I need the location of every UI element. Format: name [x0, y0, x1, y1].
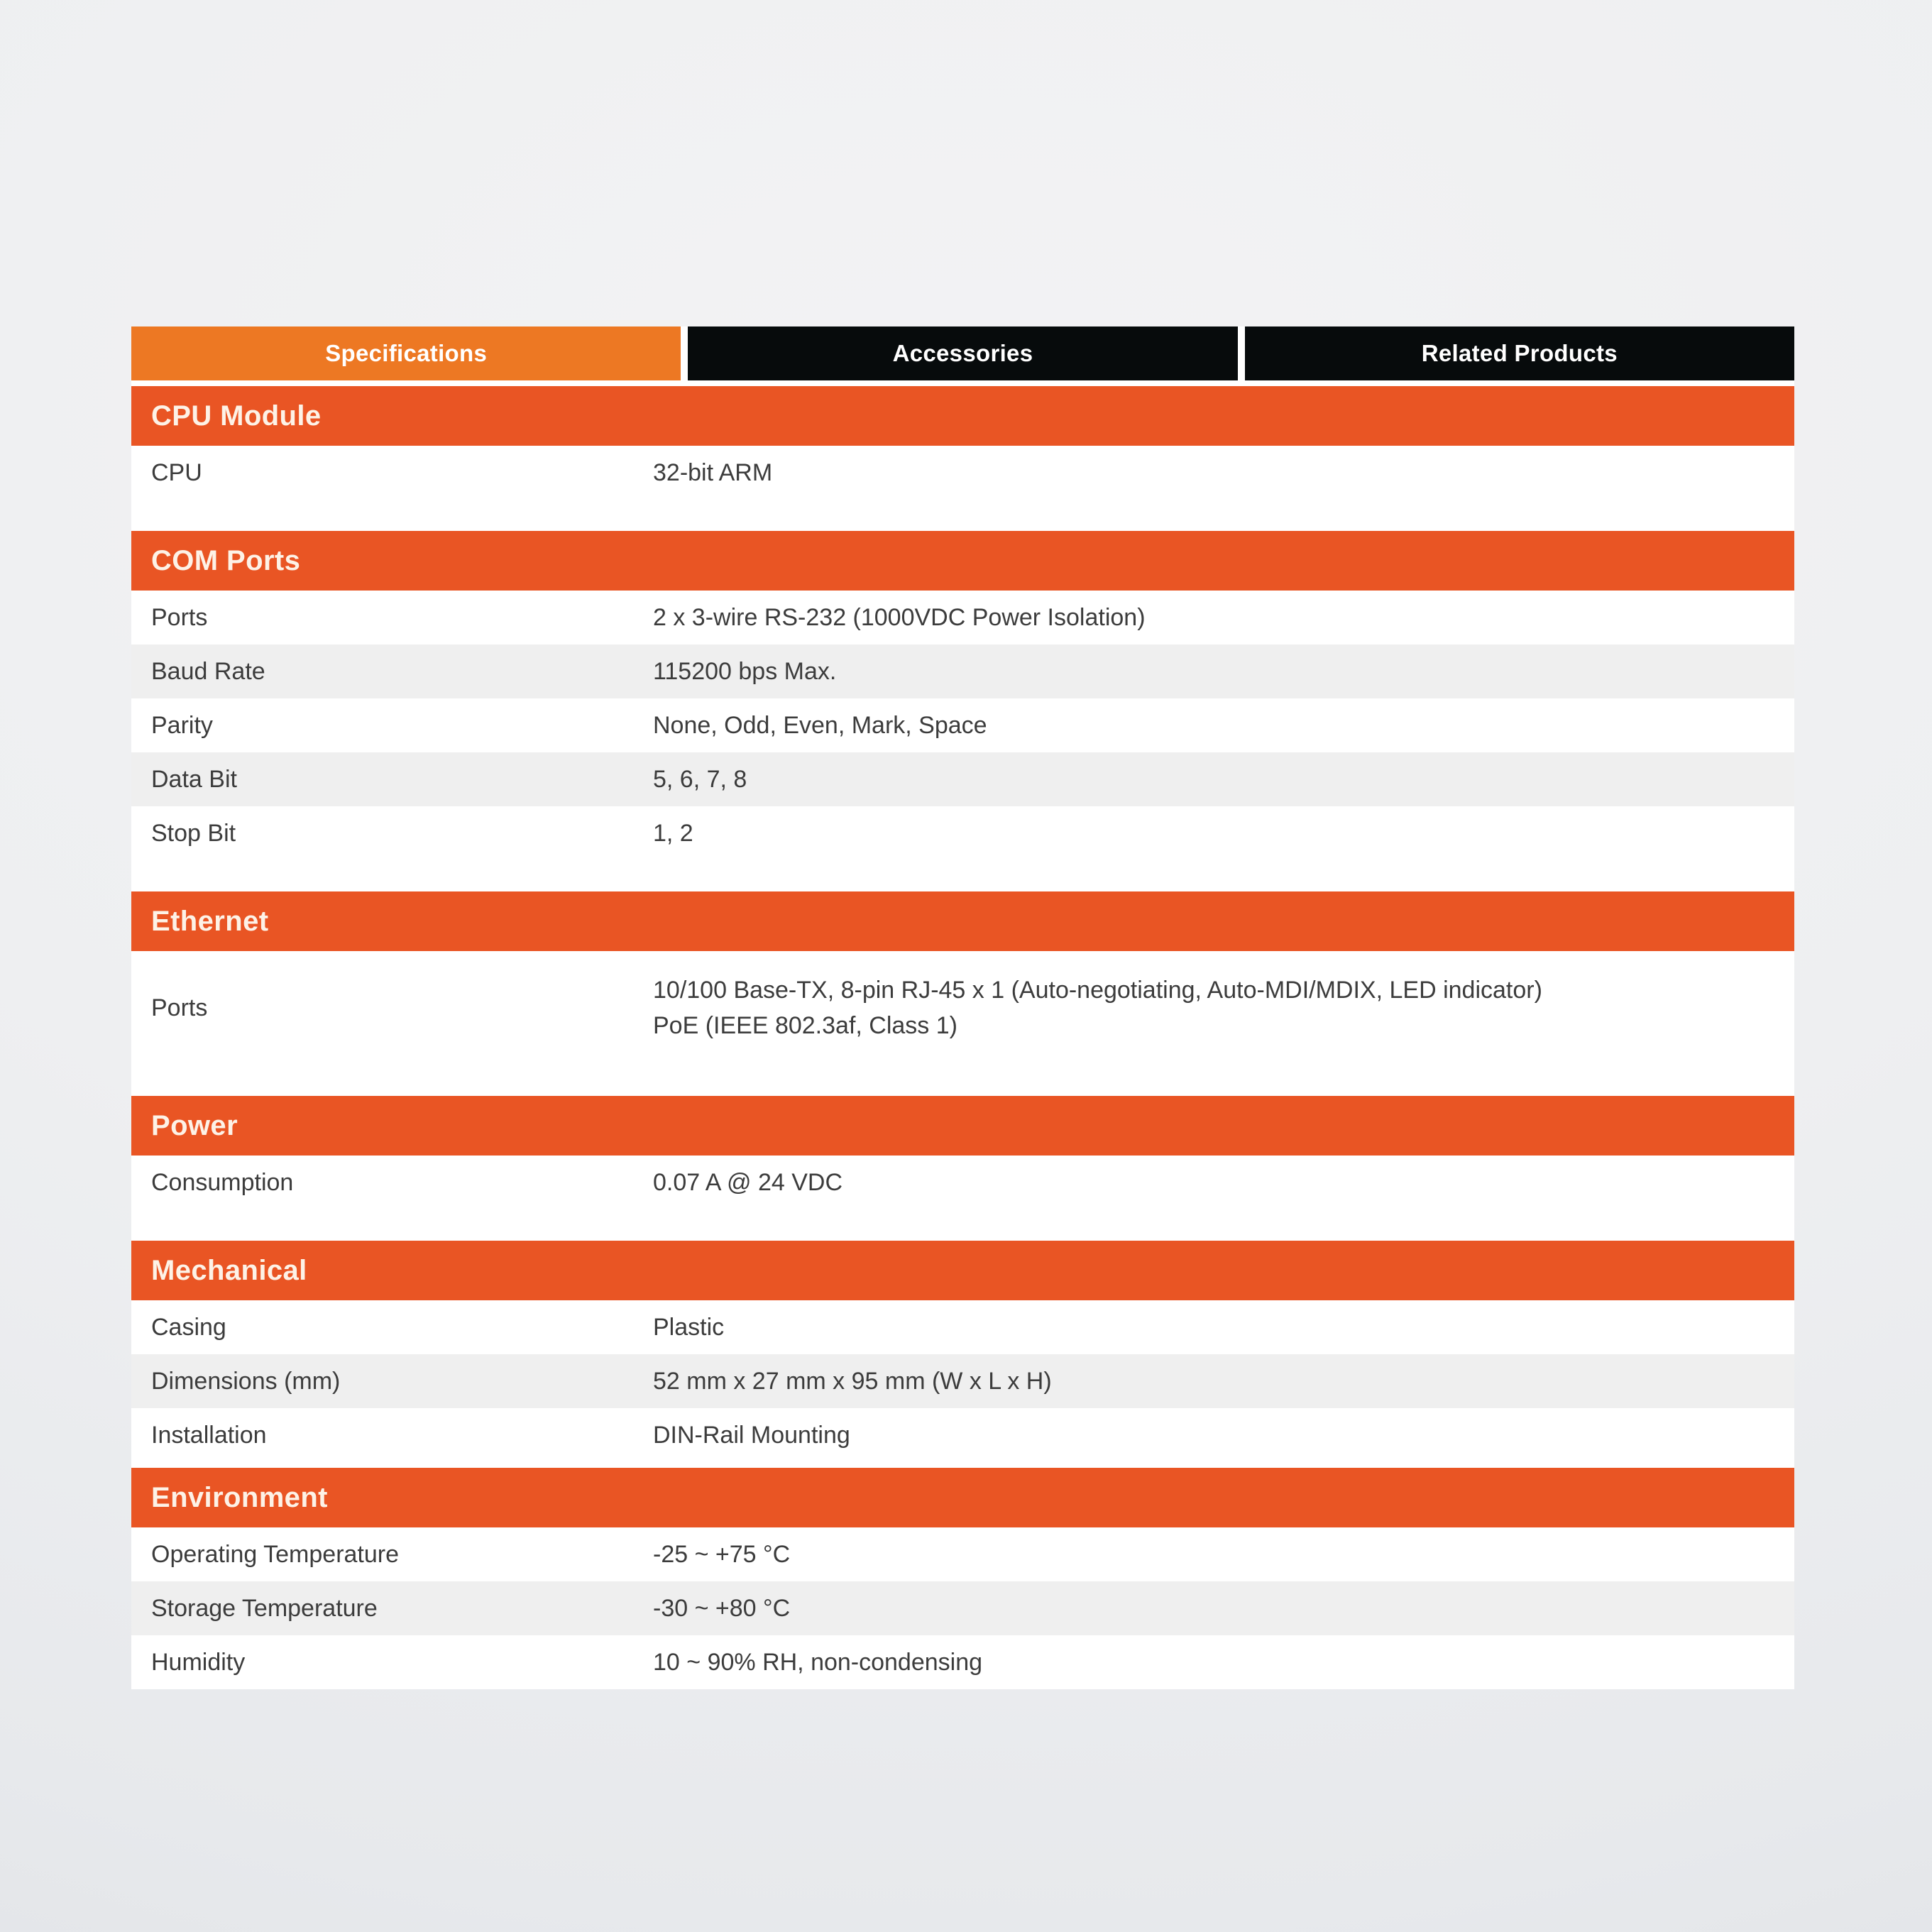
spec-value: [653, 1537, 1794, 1572]
spec-value: [653, 708, 1794, 743]
spec-row: [131, 446, 1794, 500]
spec-value-line: 115200 bps Max.: [653, 658, 837, 685]
spec-value: [653, 1165, 1794, 1200]
section-environment: [131, 1468, 1794, 1689]
spec-value-line: 1, 2: [653, 820, 693, 847]
tab-accessories[interactable]: Accessories: [688, 326, 1237, 380]
spec-table: [131, 386, 1794, 1689]
spec-value-line: 32-bit ARM: [653, 459, 773, 486]
spec-label: Consumption: [151, 1169, 294, 1196]
spec-row: [131, 591, 1794, 644]
spec-label: Casing: [151, 1314, 226, 1341]
spec-label: Storage Temperature: [151, 1595, 378, 1622]
section-title: CPU Module: [131, 386, 1794, 446]
section-title: Mechanical: [131, 1241, 1794, 1300]
spec-value-line: 52 mm x 27 mm x 95 mm (W x L x H): [653, 1368, 1052, 1395]
spec-row: [131, 1300, 1794, 1354]
spec-value: [653, 972, 1794, 1043]
spec-value-line: 10 ~ 90% RH, non-condensing: [653, 1649, 983, 1676]
spec-label: Parity: [151, 712, 213, 739]
spec-value: [653, 654, 1794, 689]
spec-label: Humidity: [151, 1649, 246, 1676]
spec-value: [653, 600, 1794, 635]
section-com-ports: [131, 531, 1794, 860]
spec-value: [653, 1363, 1794, 1399]
spec-value: [653, 762, 1794, 797]
spec-label: Operating Temperature: [151, 1541, 400, 1568]
spec-label: Installation: [151, 1422, 267, 1449]
spec-value-line: None, Odd, Even, Mark, Space: [653, 712, 987, 739]
spec-value-line: -30 ~ +80 °C: [653, 1595, 791, 1622]
section-title: Environment: [131, 1468, 1794, 1527]
spec-value-line: 0.07 A @ 24 VDC: [653, 1169, 843, 1196]
spec-row: [131, 951, 1794, 1065]
spec-value-line: DIN-Rail Mounting: [653, 1422, 850, 1449]
section-title: Ethernet: [131, 891, 1794, 951]
section-power: [131, 1096, 1794, 1209]
spec-value: [653, 1310, 1794, 1345]
spec-value: [653, 1417, 1794, 1453]
spec-label: CPU: [151, 459, 202, 486]
spec-label: Stop Bit: [151, 820, 236, 847]
spec-value-line: 2 x 3-wire RS-232 (1000VDC Power Isolation): [653, 604, 1146, 631]
spec-row: [131, 1581, 1794, 1635]
section-mechanical: [131, 1241, 1794, 1462]
spec-value-line: PoE (IEEE 802.3af, Class 1): [653, 1012, 957, 1039]
spec-row: [131, 752, 1794, 806]
spec-row: [131, 1354, 1794, 1408]
section-title: Power: [131, 1096, 1794, 1156]
spec-value: [653, 455, 1794, 490]
spec-row: [131, 1408, 1794, 1462]
spec-row: [131, 1527, 1794, 1581]
spec-label: Data Bit: [151, 766, 237, 793]
spec-value: [653, 1645, 1794, 1680]
spec-value-line: 10/100 Base-TX, 8-pin RJ-45 x 1 (Auto-negotiating, Auto-MDI/MDIX, LED indicator): [653, 977, 1542, 1004]
spec-value-line: Plastic: [653, 1314, 725, 1341]
tab-bar: [131, 326, 1794, 380]
tab-specifications[interactable]: Specifications: [131, 326, 681, 380]
section-title: COM Ports: [131, 531, 1794, 591]
spec-label: Dimensions (mm): [151, 1368, 341, 1395]
spec-row: [131, 698, 1794, 752]
spec-value: [653, 1591, 1794, 1626]
spec-value: [653, 816, 1794, 851]
spec-row: [131, 806, 1794, 860]
spec-row: [131, 1156, 1794, 1209]
spec-label: Ports: [151, 604, 208, 631]
spec-value-line: -25 ~ +75 °C: [653, 1541, 791, 1568]
spec-value-line: 5, 6, 7, 8: [653, 766, 747, 793]
spec-label: Ports: [151, 994, 208, 1021]
section-cpu-module: [131, 386, 1794, 500]
spec-row: [131, 644, 1794, 698]
spec-row: [131, 1635, 1794, 1689]
section-ethernet: [131, 891, 1794, 1065]
tab-related-products[interactable]: Related Products: [1245, 326, 1794, 380]
spec-label: Baud Rate: [151, 658, 265, 685]
spec-panel: [131, 326, 1794, 1689]
